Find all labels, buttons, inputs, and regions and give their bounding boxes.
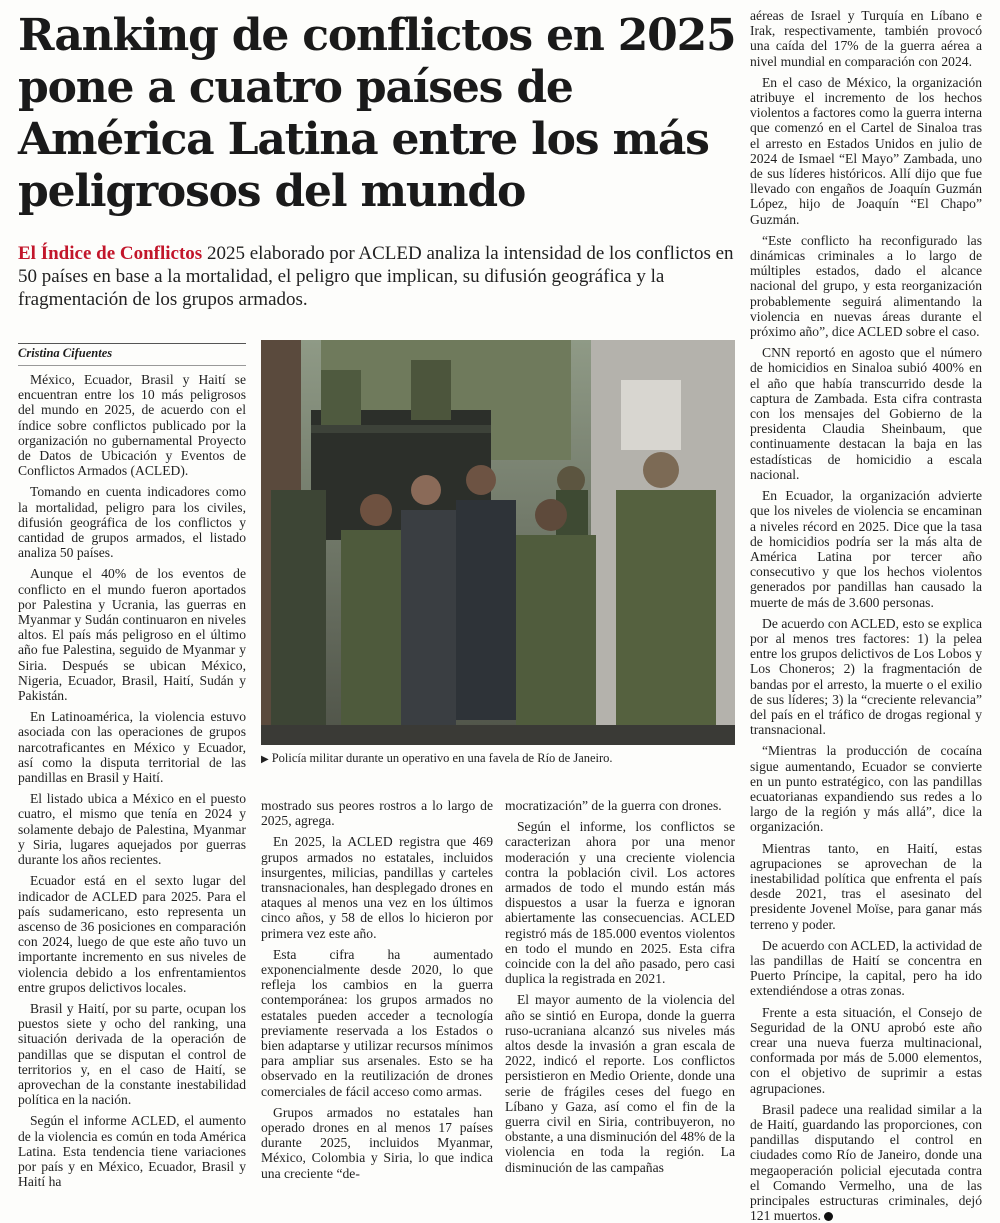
paragraph: En Ecuador, la organización advierte que los niveles de violencia se encaminan a niveles récord en 2025. Dice que la tasa de homicidios podría ser la más alta de América Latina por tercer año consecutivo y que los hechos violentos generados por pandillas han causado la muerte de más de 3.600 personas. <box>750 488 982 610</box>
paragraph: mostrado sus peores rostros a lo largo de 2025, agrega. <box>261 798 493 829</box>
paragraph: “Este conflicto ha reconfigurado las dinámicas criminales a lo largo de múltiples estados, dado el alcance nacional del grupo, y esta reorganización probablemente seguirá alimentando la violencia en nuevas áreas durante el próximo año”, dice ACLED sobre el caso. <box>750 232 982 340</box>
paragraph: mocratización” de la guerra con drones. <box>505 798 722 813</box>
paragraph: De acuerdo con ACLED, la actividad de las pandillas de Haití se concentra en Puerto Príncipe, la capital, pero ha ido extendiéndose a otras zonas. <box>750 937 982 999</box>
paragraph: Mientras tanto, en Haití, estas agrupaciones se aprovechan de la inestabilidad política que enfrenta el país desde 2021, tras el asesinato del presidente Jovenel Moïse, para ganar más terreno y poder. <box>750 840 982 932</box>
paragraph: Brasil y Haití, por su parte, ocupan los puestos siete y ocho del ranking, una situación derivada de la operación de pandillas que se disputan el control de territorios y, en el caso de Haití, se aprovechan de la constante inestabilidad política en la nación. <box>18 1000 246 1108</box>
paragraph: “Mientras la producción de cocaína sigue aumentando, Ecuador se convierte en un punto estratégico, con las pandillas ecuatorianas expandiendo sus redes a lo largo de la región y más allá”, dice la organización. <box>750 743 982 835</box>
article-column-2 <box>261 798 493 1181</box>
paragraph <box>750 1102 982 1223</box>
caption-text: Policía militar durante un operativo en una favela de Río de Janeiro. <box>271 751 613 765</box>
lede-kicker: El Índice de Conflictos <box>18 243 203 264</box>
paragraph: El mayor aumento de la violencia del año se sintió en Europa, donde la guerra ruso-ucraniana alcanzó sus niveles más altos desde la invasión a gran escala de 2022, indicó el reporte. Los conflictos persistieron en Medio Oriente, donde una serie de frágiles ceses del fuego en Líbano y Gaza, así como el fin de la guerra civil en Siria, contribuyeron, no obstante, a una disminución del 48% de la violencia en toda la región. La disminución de las campañas <box>505 992 735 1175</box>
article-column-4 <box>750 8 982 1223</box>
paragraph: Frente a esta situación, el Consejo de Seguridad de la ONU aprobó este año crear una nueva fuerza multinacional, conformada por más de 5.000 elementos, con el objetivo de suprimir a estas agrupaciones. <box>750 1004 982 1096</box>
article-column-3 <box>505 798 735 1175</box>
paragraph: Según el informe, los conflictos se caracterizan ahora por una menor moderación y una creciente violencia contra la población civil. Los actores armados de todo el mundo están más dispuestos a usar la fuerza e ignoran abiertamente las consecuencias. ACLED registró más de 185.000 eventos violentos en todo el mundo en 2025. Esta cifra coincide con la del año pasado, pero casi duplica la registrada en 2021. <box>505 819 735 987</box>
paragraph: Tomando en cuenta indicadores como la mortalidad, peligro para los civiles, difusión geográfica de los conflictos y cantidad de grupos armados, el listado analiza 50 países. <box>18 484 246 561</box>
headline: Ranking de conflictos en 2025 pone a cuatro países de América Latina entre los más peligrosos del mundo <box>18 10 736 217</box>
paragraph: Esta cifra ha aumentado exponencialmente desde 2020, lo que refleja los cambios en la guerra contemporánea: los grupos armados no estatales pueden acceder a tecnología previamente reservada a los Estados o bien adaptarse y utilizar recursos mínimos para ampliar sus arsenales. Esto se ha observado en la reutilización de drones comerciales de fácil acceso como armas. <box>261 946 493 1099</box>
lede <box>18 242 738 311</box>
end-of-article-icon <box>824 1212 833 1221</box>
paragraph: CNN reportó en agosto que el número de homicidios en Sinaloa subió 400% en el año que había transcurrido desde la captura de Zambada. Esta cifra contrasta con los mensajes del Gobierno de la presidenta Claudia Sheinbaum, que continuamente destacan la baja en las estadísticas de homicidio a escala nacional. <box>750 345 982 482</box>
paragraph: Grupos armados no estatales han operado drones en al menos 17 países durante 2025, incluidos Myanmar, México, Colombia y Siria, lo que indica una creciente “de- <box>261 1104 493 1181</box>
photo-illustration <box>261 340 735 745</box>
caption-arrow-icon: ▶ <box>261 754 269 765</box>
paragraph: Aunque el 40% de los eventos de conflicto en el mundo fueron aportados por Palestina y Ucrania, las guerras en Myanmar y Sudán continuaron en niveles altos. El país más peligroso en el último año fue Palestina, seguido de Myanmar y Siria. Después se ubican México, Nigeria, Ecuador, Brasil, Haití, Sudán y Pakistán. <box>18 566 246 704</box>
paragraph: En el caso de México, la organización atribuye el incremento de los hechos violentos a factores como la guerra interna que comenzó en el Cartel de Sinaloa tras el arresto en Estados Unidos en julio de 2024 de Ismael “El Mayo” Zambada, uno de sus líderes históricos. Allí dijo que fue llevado con engaños de Joaquín Guzmán López, hijo de Joaquín “El Chapo” Guzmán. <box>750 74 982 227</box>
final-paragraph-text: Brasil padece una realidad similar a la de Haití, guardando las proporciones, con pandillas disputando el control en ciudades como Río de Janeiro, donde una megaoperación policial ejecutada contra el Comando Vermelho, una de las principales estructuras criminales, dejó 121 muertos. <box>750 1101 982 1223</box>
paragraph: En Latinoamérica, la violencia estuvo asociada con las operaciones de grupos narcotraficantes en México y Ecuador, así como la disputa territorial de las pandillas en Brasil y Haití. <box>18 709 246 786</box>
paragraph: aéreas de Israel y Turquía en Líbano e Irak, respectivamente, también provocó una caída del 17% de la guerra aérea a nivel mundial en comparación con 2024. <box>750 8 982 69</box>
lede-text: 2025 elaborado por ACLED analiza la intensidad de los conflictos en 50 países en base a la mortalidad, el peligro que implican, su difusión geográfica y la fragmentación de los grupos armados. <box>18 243 734 310</box>
paragraph: Ecuador está en el sexto lugar del indicador de ACLED para 2025. Para el país sudamericano, esto representa un ascenso de 36 posiciones en comparación con 2024, luego de que este año tuvo un importante incremento en sus niveles de violencia debido a los enfrentamientos entre grupos delictivos locales. <box>18 873 246 995</box>
byline: Cristina Cifuentes <box>18 343 246 366</box>
article-column-1 <box>18 372 246 1190</box>
news-photo <box>261 340 735 745</box>
paragraph: México, Ecuador, Brasil y Haití se encuentran entre los 10 más peligrosos del mundo en 2025, de acuerdo con el índice sobre conflictos publicado por la organización no gubernamental Proyecto de Datos de Ubicación y Eventos de Conflictos Armados (ACLED). <box>18 372 246 479</box>
paragraph: Según el informe ACLED, el aumento de la violencia es común en toda América Latina. Esta tendencia tiene variaciones por país y en México, Ecuador, Brasil y Haití ha <box>18 1113 246 1190</box>
paragraph: El listado ubica a México en el puesto cuatro, el mismo que tenía en 2024 y solamente debajo de Palestina, Myanmar y Siria, lugares aquejados por guerras durante los años recientes. <box>18 791 246 868</box>
photo-caption <box>261 750 735 768</box>
paragraph: De acuerdo con ACLED, esto se explica por al menos tres factores: 1) la pelea entre los grupos delictivos de Los Lobos y Los Choneros; 2) la fragmentación de bandas por el arresto, la muerte o el exilio de sus líderes; 3) la “creciente relevancia” del país en el tráfico de drogas regional y transnacional. <box>750 615 982 738</box>
paragraph: En 2025, la ACLED registra que 469 grupos armados no estatales, incluidos insurgentes, milicias, pandillas y carteles transnacionales, han desplegado drones en ataques al menos una vez en los últimos cinco años, y 58 de ellos lo hicieron por primera vez este año. <box>261 834 493 941</box>
